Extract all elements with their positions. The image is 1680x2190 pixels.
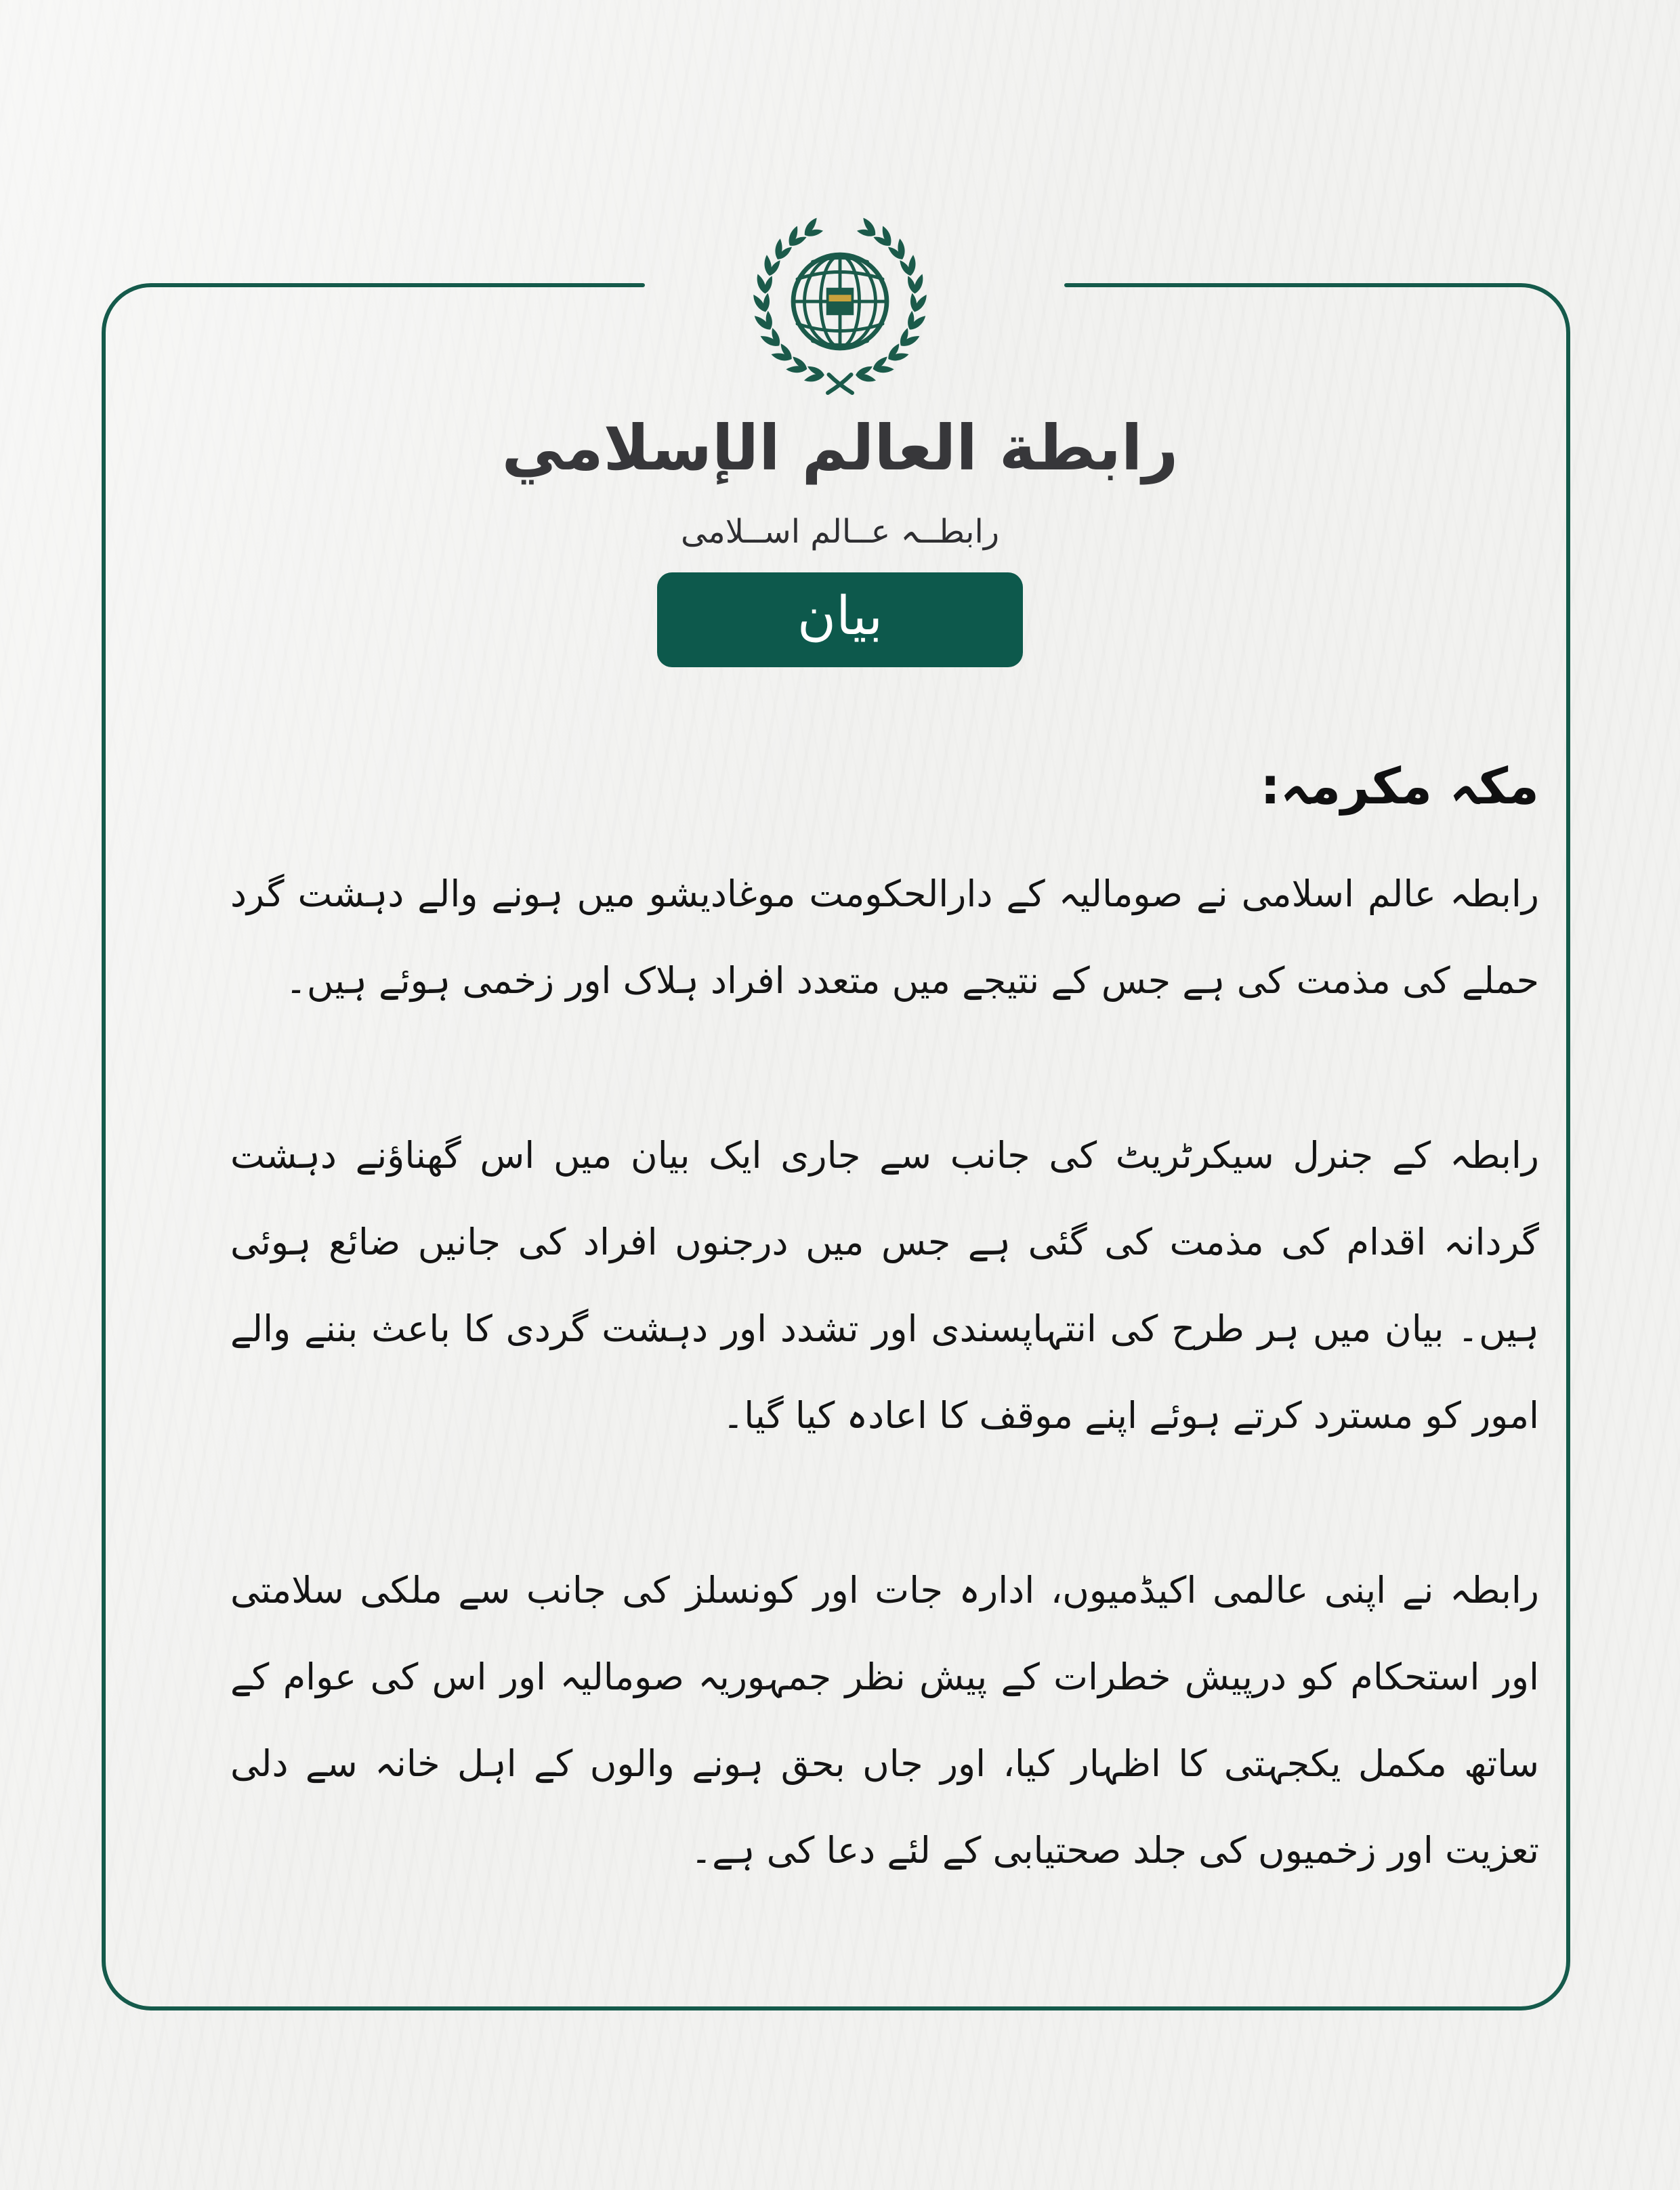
kaaba bbox=[826, 288, 854, 316]
statement-body bbox=[230, 851, 1539, 1894]
muslim-world-league-emblem bbox=[738, 203, 942, 402]
statement-paragraph: رابطہ عالم اسلامی نے صومالیہ کے دارالحکومت موغادیشو میں ہونے والے دہشت گرد حملے کی مذمت کی ہے جس کے نتیجے میں متعدد افراد ہلاک اور زخمی ہوئے ہیں۔ bbox=[230, 872, 1539, 1002]
org-name-urdu: رابطــہ عــالم اســلامی bbox=[680, 513, 999, 551]
wreath-stems bbox=[828, 375, 852, 393]
emblem-icon bbox=[738, 203, 942, 402]
statement-banner bbox=[657, 572, 1023, 667]
statement-banner-label: بيان bbox=[797, 586, 883, 647]
statement-paragraph: رابطہ نے اپنی عالمی اکیڈمیوں، ادارہ جات اور کونسلز کی جانب سے ملکی سلامتی اور استحکام کو درپیش خطرات کے پیش نظر جمہوریہ صومالیہ اور اس کی عوام کے ساتھ مکمل یکجہتی کا اظہار کیا، اور جاں بحق ہونے والوں کے اہل خانہ سے دلی تعزیت اور زخمیوں کی جلد صحتیابی کے لئے دعا کی ہے۔ bbox=[230, 1569, 1539, 1872]
statement-paragraph: رابطہ کے جنرل سیکرٹریٹ کی جانب سے جاری ایک بیان میں اس گھناؤنے دہشت گردانہ اقدام کی مذمت کی گئی ہے جس میں درجنوں افراد کی جانیں ضائع ہوئی ہیں۔ بیان میں ہر طرح کی انتہاپسندی اور تشدد اور دہشت گردی کا باعث بننے والے امور کو مسترد کرتے ہوئے اپنے موقف کا اعادہ کیا گیا۔ bbox=[230, 1134, 1539, 1437]
org-name-arabic: رابطة العالم الإسلامي bbox=[501, 412, 1179, 484]
dateline: مکہ مکرمہ: bbox=[1260, 757, 1539, 816]
